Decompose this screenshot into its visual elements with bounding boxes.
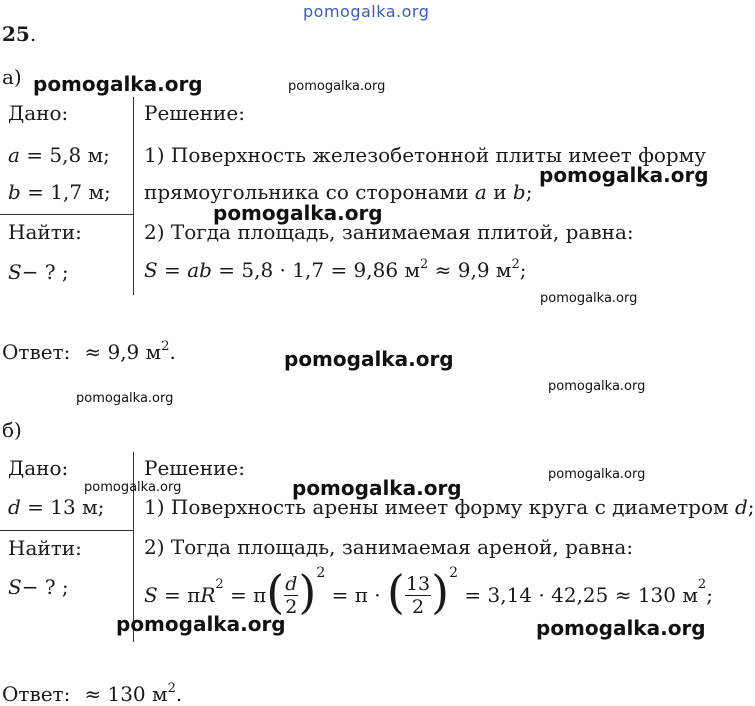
find-rest-b: − ? ; bbox=[21, 575, 69, 599]
problem-number-dot: . bbox=[29, 22, 37, 46]
find-var: S bbox=[8, 260, 22, 284]
watermark: pomogalka.org bbox=[548, 379, 646, 394]
given-d-value: = 13 м; bbox=[20, 495, 105, 519]
watermark: pomogalka.org bbox=[536, 616, 706, 640]
part-a-find-header: Найти: bbox=[8, 220, 82, 244]
part-a-step-2: 2) Тогда площадь, занимаемая плитой, равна: bbox=[144, 220, 634, 244]
step-1-var-b: b bbox=[512, 180, 526, 204]
formula-approx: ≈ 9,9 м bbox=[428, 258, 512, 282]
part-b-step-2: 2) Тогда площадь, занимаемая ареной, равна: bbox=[144, 535, 634, 559]
step-1-and: и bbox=[486, 180, 513, 204]
left-paren-1: ( bbox=[266, 565, 285, 619]
watermark: pomogalka.org bbox=[76, 391, 174, 406]
part-b-given-header: Дано: bbox=[8, 456, 69, 480]
part-b-given-d bbox=[8, 495, 104, 519]
f-eq2: = π bbox=[223, 583, 267, 607]
part-a-vertical-divider bbox=[133, 97, 134, 295]
left-paren-2: ( bbox=[387, 565, 405, 619]
given-b-value: = 1,7 м; bbox=[20, 180, 111, 204]
step-1-end: ; bbox=[525, 180, 533, 204]
f-exp1: 2 bbox=[316, 565, 326, 581]
step-1-var-d: d bbox=[734, 495, 748, 519]
part-a-given-b bbox=[8, 180, 111, 204]
var-d: d bbox=[8, 495, 21, 519]
fraction-13-over-2 bbox=[405, 573, 431, 618]
watermark: pomogalka.org bbox=[288, 79, 386, 94]
part-a-find bbox=[8, 260, 69, 284]
frac2-num: 13 bbox=[405, 572, 431, 595]
step-1-end-b: ; bbox=[747, 495, 755, 519]
part-a-step-1-line-1: 1) Поверхность железобетонной плиты имеет форму bbox=[144, 143, 707, 167]
watermark: pomogalka.org bbox=[539, 163, 709, 187]
given-a-value: = 5,8 м; bbox=[19, 143, 110, 167]
watermark: pomogalka.org bbox=[284, 347, 454, 371]
answer-end: . bbox=[169, 340, 176, 364]
watermark: pomogalka.org bbox=[292, 476, 462, 500]
formula-ab: ab bbox=[187, 258, 212, 282]
watermark: pomogalka.org bbox=[84, 480, 182, 495]
part-b-horizontal-divider bbox=[0, 530, 133, 531]
frac2-den: 2 bbox=[412, 595, 425, 618]
answer-label-b: Ответ: bbox=[2, 682, 71, 706]
f-eq3: = π · bbox=[325, 583, 387, 607]
part-a-solution-header: Решение: bbox=[144, 101, 245, 125]
watermark: pomogalka.org bbox=[116, 612, 286, 636]
part-a-given-header: Дано: bbox=[8, 101, 69, 125]
f-S: S bbox=[144, 583, 158, 607]
part-b-answer bbox=[2, 682, 182, 706]
answer-exp: 2 bbox=[161, 339, 170, 354]
part-b-find bbox=[8, 575, 69, 599]
part-b-label: б) bbox=[2, 418, 22, 442]
frac1-num: d bbox=[285, 572, 298, 595]
formula-S: S bbox=[144, 258, 158, 282]
part-a-given-a bbox=[8, 143, 110, 167]
var-a: a bbox=[8, 143, 20, 167]
formula-rest: = 5,8 · 1,7 = 9,86 м bbox=[211, 258, 420, 282]
answer-end-b: . bbox=[175, 682, 183, 706]
formula-end: ; bbox=[519, 258, 527, 282]
find-var-b: S bbox=[8, 575, 22, 599]
part-b-find-header: Найти: bbox=[8, 536, 82, 560]
problem-number-value: 25 bbox=[2, 22, 30, 46]
right-paren-2: ) bbox=[431, 565, 450, 619]
problem-number bbox=[2, 22, 36, 46]
answer-value: ≈ 9,9 м bbox=[84, 340, 162, 364]
part-a-answer bbox=[2, 340, 176, 364]
watermark: pomogalka.org bbox=[213, 201, 383, 225]
formula-eq: = bbox=[157, 258, 188, 282]
watermark: pomogalka.org bbox=[540, 291, 638, 306]
part-a-formula bbox=[144, 258, 527, 282]
f-end: ; bbox=[706, 583, 713, 607]
answer-exp-b: 2 bbox=[167, 681, 176, 696]
formula-exp-2: 2 bbox=[511, 257, 520, 272]
part-a-label: а) bbox=[2, 65, 22, 89]
answer-value-b: ≈ 130 м bbox=[84, 682, 168, 706]
watermark-top: pomogalka.org bbox=[303, 2, 430, 21]
part-b-formula: S = π R $^2$ = π ( $\frac{d}{2}$ ) 2 = π · ( $\frac{13}{2}$ ) 2 = 3,14 · 42,25 ≈ 130 м $^2$ ; bbox=[144, 565, 713, 619]
f-eq1: = π bbox=[157, 583, 201, 607]
answer-label: Ответ: bbox=[2, 340, 71, 364]
part-b-solution-header: Решение: bbox=[144, 456, 245, 480]
step-1-text-b: 1) Поверхность арены имеет форму круга с диаметром bbox=[144, 495, 735, 519]
fraction-d-over-2 bbox=[284, 573, 298, 618]
right-paren-1: ) bbox=[298, 565, 317, 619]
watermark: pomogalka.org bbox=[548, 467, 646, 482]
f-R: R bbox=[200, 583, 216, 607]
step-1-line-2-text: прямоугольника со сторонами bbox=[144, 180, 475, 204]
var-b: b bbox=[8, 180, 21, 204]
formula-exp: 2 bbox=[420, 257, 429, 272]
frac1-den: 2 bbox=[285, 595, 298, 618]
f-rest: = 3,14 · 42,25 ≈ 130 м bbox=[458, 583, 698, 607]
find-rest: − ? ; bbox=[21, 260, 69, 284]
f-exp2: 2 bbox=[449, 565, 459, 581]
watermark: pomogalka.org bbox=[33, 72, 203, 96]
part-a-horizontal-divider bbox=[0, 214, 133, 215]
step-1-var-a: a bbox=[474, 180, 487, 204]
